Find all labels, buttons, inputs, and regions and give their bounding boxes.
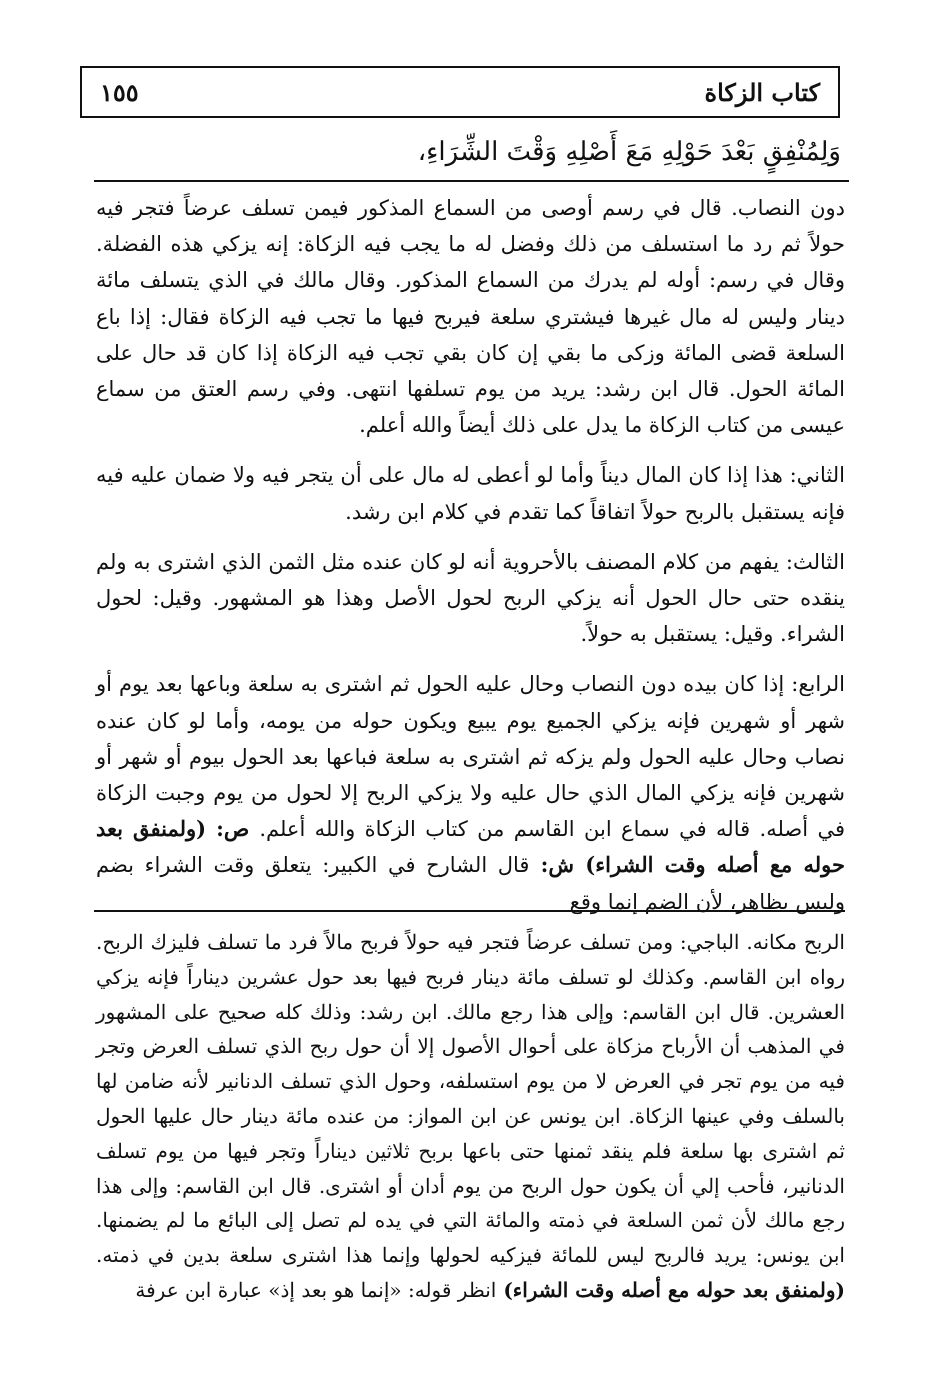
- paragraph-1: دون النصاب. قال في رسم أوصى من السماع المذكور فيمن تسلف عرضاً فتجر فيه حولاً ثم رد ما استسلف من ذلك وفضل له ما يجب فيه الزكاة: إنه يزكي هذه الفضلة. وقال في رسم: أوله لم يدرك من السماع المذكور. وقال مالك في الذي يتسلف مائة دينار وليس له مال غيرها فيشتري سلعة فيربح فيها ما تجب فيه الزكاة فقال: إذا باع السلعة قضى المائة وزكى ما بقي إن كان بقي تجب فيه الزكاة إذا كان قد حال على المائة الحول. قال ابن رشد: يريد من يوم تسلفها انتهى. وفي رسم العتق من سماع عيسى من كتاب الزكاة ما يدل على ذلك أيضاً والله أعلم.: [96, 196, 845, 438]
- footnote-text-end: انظر قوله: «إنما هو بعد إذ» عبارة ابن عرفة: [135, 1277, 497, 1302]
- page-number: ١٥٥: [100, 77, 139, 107]
- footnote-matn-quote: (ولمنفق بعد حوله مع أصله وقت الشراء): [496, 1277, 845, 1302]
- footnote-commentary: [96, 925, 845, 1308]
- sad-marker: ص:: [206, 816, 260, 842]
- paragraph-4-continuation: قال الشارح في الكبير: يتعلق وقت الشراء بضم وليس بظاهر، لأن الضم إنما وقع: [96, 853, 845, 914]
- footnote-paragraph: [96, 925, 845, 1308]
- matn-quote: (ولمنفق بعد حوله مع أصله وقت الشراء): [96, 816, 845, 878]
- paragraph-2: الثاني: هذا إذا كان المال ديناً وأما لو أعطى له مال على أن يتجر فيه ولا ضمان عليه فيه فإنه يستقبل بالربح حولاً اتفاقاً كما تقدم في كلام ابن رشد.: [96, 463, 845, 524]
- page-header: [80, 66, 840, 118]
- paragraph-4: [96, 666, 845, 919]
- shin-marker: ش:: [529, 852, 586, 878]
- footnote-divider: [94, 910, 845, 912]
- top-divider: [94, 180, 849, 182]
- chapter-title: كتاب الزكاة: [704, 77, 820, 107]
- paragraph-4-text: الرابع: إذا كان بيده دون النصاب وحال عليه الحول ثم اشترى به سلعة وباعها بعد يوم أو شهر أو شهرين فإنه يزكي الجميع يوم يبيع ويكون حوله من يومه، وأما لو كان عنده نصاب وحال عليه الحول ولم يزكه ثم اشترى به سلعة فباعها بعد الحول بيوم أو شهر أو شهرين فإنه يزكي المال الذي حال عليه ولا يزكي الربح إلا لحول من يوم وجبت الزكاة في أصله. قاله في سماع ابن القاسم من كتاب الزكاة والله أعلم.: [96, 672, 846, 842]
- paragraph-3: الثالث: يفهم من كلام المصنف بالأحروية أنه لو كان عنده مثل الثمن الذي اشترى به ولم ينقده حتى حال الحول أنه يزكي الربح لحول الأصل وهذا هو المشهور. وقيل: لحول الشراء. وقيل: يستقبل به حولاً.: [96, 549, 845, 647]
- matn-line: وَلِمُنْفِقٍ بَعْدَ حَوْلِهِ مَعَ أَصْلِهِ وَقْتَ الشِّرَاءِ،: [417, 137, 841, 167]
- footnote-text: الربح مكانه. الباجي: ومن تسلف عرضاً فتجر فيه حولاً فربح مالاً فرد ما تسلف فليزك الربح. رواه ابن القاسم. وكذلك لو تسلف مائة دينار فربح فيها بعد حول عشرين ديناراً فإنه يزكي العشرين. قال ابن القاسم: وإلى هذا رجع مالك. ابن رشد: وذلك كله صحيح على المشهور في المذهب أن الأرباح مزكاة على أحوال الأصول إلا أن حول ربح الذي تسلف العرض وتجر فيه من يوم تجر في العرض لا من يوم استسلفه، وحول الذي تسلف الدنانير لأنه ضامن لها بالسلف وفي عينها الزكاة. ابن يونس عن ابن المواز: من عنده مائة دينار حال عليها الحول ثم اشترى بها سلعة فلم ينقد ثمنها حتى باعها بربح ثلاثين ديناراً وتجر فيها من يوم تسلف الدنانير، فأحب إلي أن يكون حول الربح من يوم أدان أو اشترى. قال ابن القاسم: وإلى هذا رجع مالك لأن ثمن السلعة في ذمته والمائة التي في يده لم تصل إلى البائع ما لم يضمنها. ابن يونس: يريد فالربح ليس للمائة فيزكيه لحولها وإنما هذا اشترى سلعة بدين في ذمته.: [96, 930, 845, 1268]
- main-commentary: [96, 190, 845, 934]
